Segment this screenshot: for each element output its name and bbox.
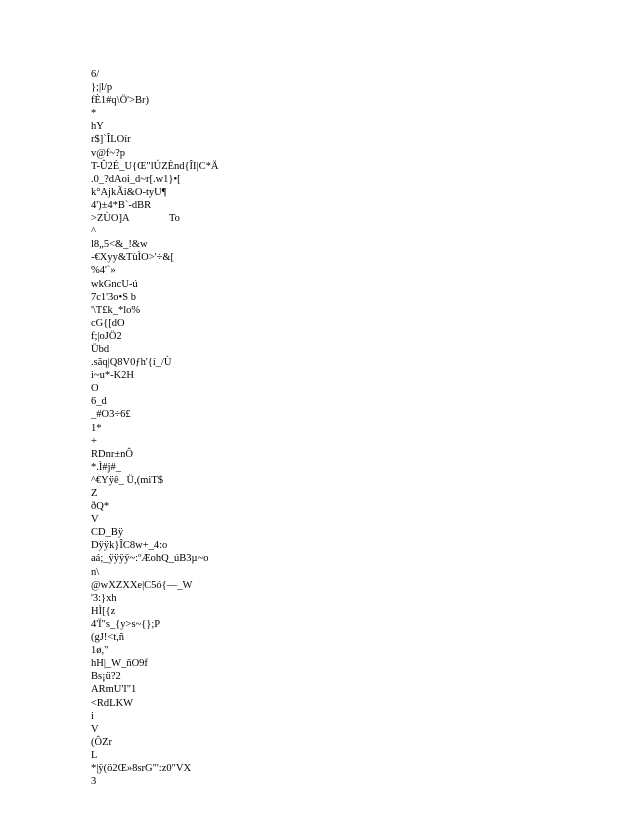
text-line	[91, 212, 551, 225]
text-line	[91, 723, 551, 736]
text-line	[91, 775, 551, 788]
text-line	[91, 120, 551, 133]
text-line	[91, 474, 551, 487]
text-line	[91, 173, 551, 186]
text-line-content: ^€Yÿê_ Ü,(miT$	[91, 474, 163, 486]
text-line-content: r$]`ÎLOír	[91, 134, 131, 146]
text-line-content: 1*	[91, 422, 102, 434]
text-line	[91, 317, 551, 330]
text-line	[91, 500, 551, 513]
text-line	[91, 160, 551, 173]
text-line-content: (gJ!<t,ñ	[91, 632, 125, 644]
text-line	[91, 618, 551, 631]
text-line	[91, 461, 551, 474]
text-line	[91, 81, 551, 94]
text-line	[91, 539, 551, 552]
text-line-content: Bs¡ü?2	[91, 671, 121, 683]
text-line	[91, 566, 551, 579]
text-line-content: 7c1'3o•S b	[91, 291, 136, 303]
text-line	[91, 683, 551, 696]
text-line	[91, 251, 551, 264]
text-line	[91, 94, 551, 107]
text-line-content: '3:}xh	[91, 592, 117, 604]
text-line	[91, 526, 551, 539]
text-line	[91, 631, 551, 644]
text-line-content: hY	[91, 121, 104, 133]
text-line-content: %4'`»	[91, 265, 116, 277]
text-line-content: i	[91, 710, 94, 722]
text-line-content: T-Û2É_U{Œ"lÚZÈnd{ÎI|C*Ä	[91, 160, 219, 172]
text-line-content: 6/	[91, 69, 100, 80]
text-line	[91, 592, 551, 605]
text-line	[91, 552, 551, 565]
text-line-content: 1ø,"	[91, 645, 109, 657]
text-line-content: *.Ì#j#_	[91, 461, 122, 473]
text-line	[91, 395, 551, 408]
text-line	[91, 710, 551, 723]
text-line-content: -€Xyy&TùÌO>'÷&[	[91, 252, 174, 264]
text-line-content: fÈ1#q\Ö'>Br)	[91, 95, 149, 107]
text-line	[91, 487, 551, 500]
text-line-content: ^	[91, 226, 96, 238]
text-line-content: l8„5<&_!&w	[91, 239, 148, 251]
text-line-content: ðQ*	[91, 501, 110, 513]
text-line	[91, 605, 551, 618]
text-line-content: cG{[dO	[91, 317, 125, 329]
text-line	[91, 264, 551, 277]
text-line-content: wkGncU-ú	[91, 278, 138, 290]
text-line-content: >ZÙO]A	[91, 213, 130, 225]
text-line-content: v@f~?p	[91, 147, 126, 159]
text-line	[91, 343, 551, 356]
text-line	[91, 291, 551, 304]
inline-right-text: To	[169, 213, 180, 225]
text-line	[91, 382, 551, 395]
text-line-content: aá;_ÿÿÿÿ~:ºÆohQ_úB3µ~o	[91, 553, 209, 565]
text-line	[91, 644, 551, 657]
text-line-content: *|ÿ(ö2Œ»8srG"':z0"VX	[91, 762, 192, 774]
text-line	[91, 513, 551, 526]
text-line-content: HÌ[{z	[91, 605, 116, 617]
text-line	[91, 369, 551, 382]
text-line	[91, 330, 551, 343]
text-line	[91, 133, 551, 146]
text-line-content: n\	[91, 566, 100, 578]
text-line	[91, 762, 551, 775]
text-line	[91, 186, 551, 199]
text-line-content: RDnr±nÔ	[91, 448, 133, 460]
text-line	[91, 304, 551, 317]
text-line-content: };|l/p	[91, 82, 113, 94]
text-line-content: V	[91, 723, 99, 735]
text-line-content: (ÔZr	[91, 736, 112, 748]
text-line-content: '\T£k_*lo%	[91, 304, 141, 316]
text-line	[91, 199, 551, 212]
text-line	[91, 147, 551, 160]
text-line	[91, 579, 551, 592]
text-line	[91, 435, 551, 448]
text-line	[91, 107, 551, 120]
text-line	[91, 749, 551, 762]
text-line	[91, 408, 551, 421]
text-line-content: V	[91, 514, 99, 526]
document-text-column	[91, 68, 551, 788]
text-line-content: L	[91, 749, 98, 761]
text-line-content: <RdLKW	[91, 697, 134, 709]
text-line	[91, 448, 551, 461]
text-line	[91, 736, 551, 749]
text-line	[91, 697, 551, 710]
text-line-content: 3	[91, 776, 97, 788]
text-line-content: Dÿÿk}ÎC8w+_4:o	[91, 540, 168, 552]
text-line-content: 6_d	[91, 396, 107, 408]
text-line-content: ARmU'I"1	[91, 684, 137, 696]
text-line	[91, 422, 551, 435]
text-line-content: i~u*-K2H	[91, 370, 135, 382]
text-line-content: 4'Ï"s_{y>s~{};P	[91, 618, 161, 630]
text-line	[91, 670, 551, 683]
text-line-content: _#O3÷6£	[91, 409, 131, 421]
text-line-content: hH|_W_ñO9f	[91, 658, 148, 670]
text-line	[91, 225, 551, 238]
text-line-content: k°AjkÃi&O-tyU¶	[91, 186, 167, 198]
text-line-content: +	[91, 435, 97, 447]
text-line-content: *	[91, 108, 97, 120]
text-line	[91, 278, 551, 291]
text-line-content: 4')±4*B`-dBR	[91, 199, 152, 211]
text-line	[91, 68, 551, 81]
text-line-content: .sãq|Q8V0ƒh'{í_/Ù	[91, 357, 172, 369]
text-line-content: Z	[91, 488, 98, 499]
text-line-content: Übd	[91, 343, 110, 355]
text-line-content: f;|oJÖ2	[91, 330, 122, 342]
text-line-content: CD_Bÿ	[91, 527, 124, 539]
text-line	[91, 356, 551, 369]
text-line-content: @wXZXXe|C5ó{—_W	[91, 579, 193, 591]
text-line-content: .0_?dAoi_d~r[.w1}•[	[91, 173, 181, 185]
text-line	[91, 238, 551, 251]
text-line-content: O	[91, 383, 99, 395]
text-line	[91, 657, 551, 670]
